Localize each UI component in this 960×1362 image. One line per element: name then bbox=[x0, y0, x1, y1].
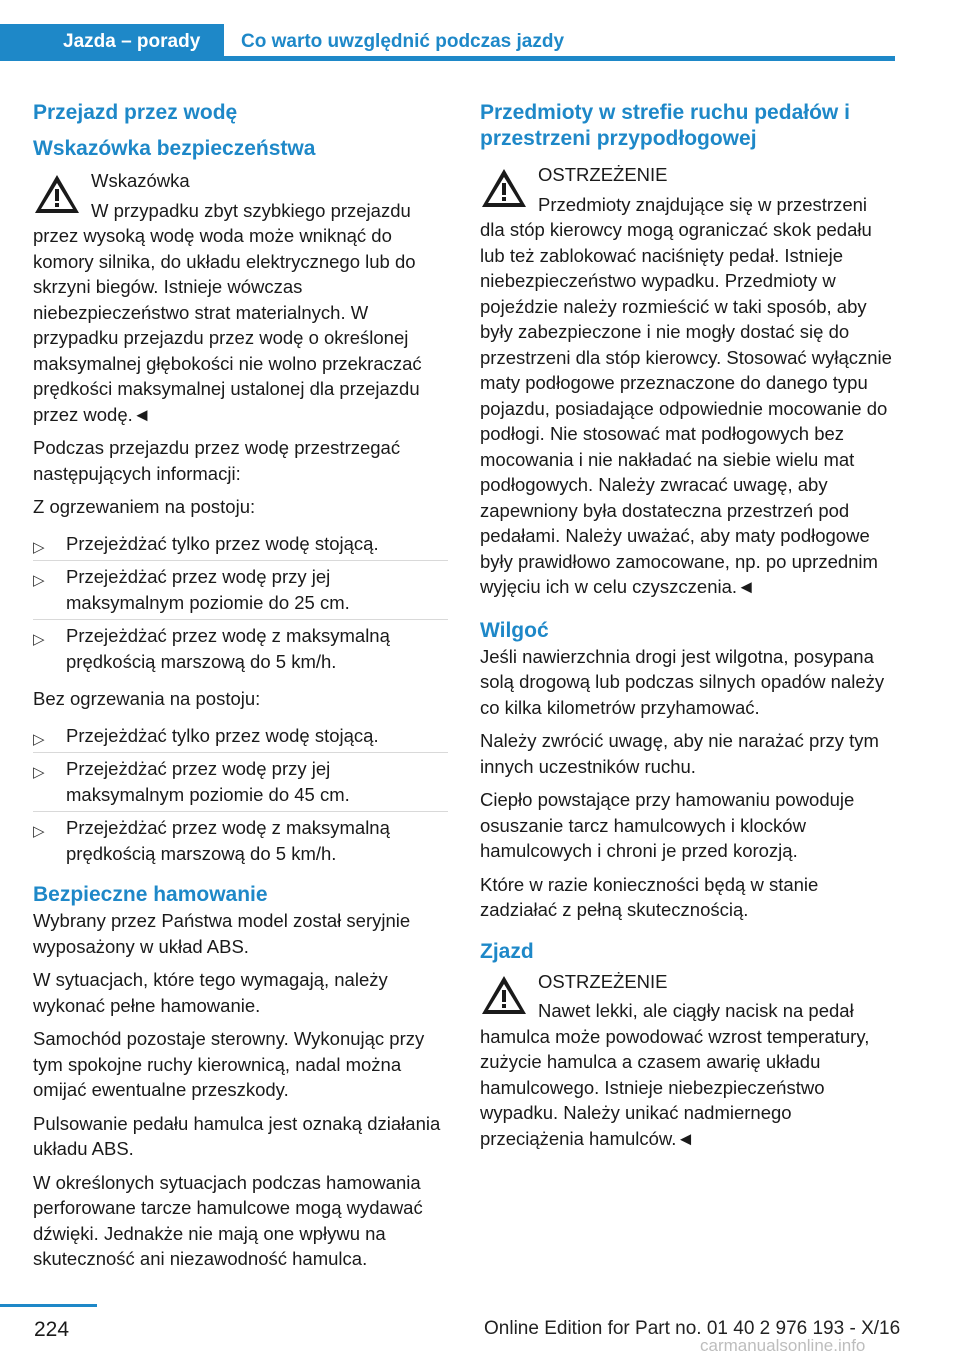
paragraph: Samochód pozostaje sterowny. Wykonując przy tym spokojne ruchy kierownicą, nadal można omijać ewentualne przeszkody. bbox=[33, 1028, 425, 1100]
arrow-bullet-icon: ▷ bbox=[33, 823, 45, 840]
bullet-list-heater bbox=[33, 528, 448, 679]
left-column bbox=[33, 100, 448, 1280]
list-item: ▷ Przejeżdżać tylko przez wodę stojącą. bbox=[33, 720, 448, 753]
list-item: ▷ Przejeżdżać przez wodę z maksymalną prędkością marszową do 5 km/h. bbox=[33, 811, 448, 870]
warning-title: Wskazówka bbox=[91, 170, 190, 191]
paragraph: Wybrany przez Państwa model został seryjnie wyposażony w układ ABS. bbox=[33, 910, 411, 957]
paragraph: W określonych sytuacjach podczas hamowania perforowane tarcze hamulcowe mogą wydawać dźwięki. Jednakże nie mają one wpływu na skuteczność ani niezawodność hamulca. bbox=[33, 1171, 423, 1269]
group-label-no-heater: Bez ogrzewania na postoju: bbox=[33, 688, 261, 709]
warning-box bbox=[33, 168, 448, 427]
header-section-label: Jazda – porady bbox=[63, 31, 201, 52]
paragraph: Ciepło powstające przy hamowaniu powoduje osuszanie tarcz hamulcowych i klocków hamulcowych i chroni je przed korozją. bbox=[480, 789, 855, 861]
list-item: ▷ Przejeżdżać przez wodę z maksymalną prędkością marszową do 5 km/h. bbox=[33, 619, 448, 678]
header-rule bbox=[0, 56, 895, 61]
bullet-list-no-heater bbox=[33, 720, 448, 871]
paragraph: Jeśli nawierzchnia drogi jest wilgotna, posypana solą drogową lub podczas silnych opadów należy co kilka kilometrów przyhamować. bbox=[480, 645, 885, 718]
warning-text: Przedmioty znajdujące się w przestrzeni dla stóp kierowcy mogą ograniczać skok pedału lub też zablokować naciśnięty pedał. Istnieje niebezpieczeństwo wypadku. Przedmioty w pojeździe należy rozmieścić w taki sposób, aby były zabezpieczone i nie mogły dostać się do przestrzeni dla stóp kierowcy. Stosować wyłącznie maty podłogowe przeznaczone do danego typu pojazdu, posiadające odpowiednie mocowanie do podłogi. Nie stosować mat podłogowych bez mocowania i nie nakładać na siebie wielu mat podłogowych. Należy zwracać uwagę, aby zapewniony była dostateczna przestrzeń pod pedałami. Należy uważać, aby maty podłogowe były prawidłowo zamocowane, np. po uprzednim wyjęciu ich w celu czyszczenia.◄ bbox=[480, 193, 892, 597]
group-label-heater: Z ogrzewaniem na postoju: bbox=[33, 496, 256, 517]
page-number: 224 bbox=[34, 1318, 70, 1341]
paragraph-intro: Podczas przejazdu przez wodę przestrzegać następujących informacji: bbox=[33, 437, 401, 484]
warning-triangle-icon bbox=[480, 973, 528, 1017]
list-item: ▷ Przejeżdżać przez wodę przy jej maksymalnym poziomie do 25 cm. bbox=[33, 560, 448, 619]
arrow-bullet-icon: ▷ bbox=[33, 764, 45, 781]
heading-moisture: Wilgoć bbox=[480, 618, 549, 642]
edition-note: Online Edition for Part no. 01 40 2 976 193 - X/16 bbox=[484, 1318, 901, 1339]
warning-text: Nawet lekki, ale ciągły nacisk na pedał hamulca może powodować wzrost temperatury, zużycie hamulca a czasem awarię układu hamulcowego. Istnieje niebezpieczeństwo wypadku. Należy unikać nadmiernego przeciążenia hamulców.◄ bbox=[480, 1000, 870, 1149]
arrow-bullet-icon: ▷ bbox=[33, 730, 45, 748]
paragraph: Które w razie konieczności będą w stanie zadziałać z pełną skutecznością. bbox=[480, 873, 819, 920]
arrow-bullet-icon: ▷ bbox=[33, 631, 45, 648]
list-item: ▷ Przejeżdżać tylko przez wodę stojącą. bbox=[33, 528, 448, 561]
heading-pedal-area: Przedmioty w strefie ruchu pedałów i przestrzeni przypodłogowej bbox=[480, 101, 850, 150]
header-chapter-label: Co warto uwzględnić podczas jazdy bbox=[241, 31, 565, 52]
list-item: ▷ Przejeżdżać przez wodę przy jej maksymalnym poziomie do 45 cm. bbox=[33, 752, 448, 811]
paragraph: Należy zwrócić uwagę, aby nie narażać przy tym innych uczestników ruchu. bbox=[480, 730, 879, 777]
warning-triangle-icon bbox=[33, 172, 81, 216]
right-column bbox=[480, 100, 895, 1159]
warning-triangle-icon bbox=[480, 166, 528, 210]
arrow-bullet-icon: ▷ bbox=[33, 572, 45, 589]
footer-rule bbox=[0, 1304, 97, 1307]
warning-title: OSTRZEŻENIE bbox=[538, 164, 668, 185]
warning-title: OSTRZEŻENIE bbox=[538, 970, 668, 992]
arrow-bullet-icon: ▷ bbox=[33, 538, 45, 556]
paragraph: W sytuacjach, które tego wymagają, należy wykonać pełne hamowanie. bbox=[33, 969, 388, 1016]
warning-text: W przypadku zbyt szybkiego przejazdu przez wysoką wodę woda może wniknąć do komory silnika, do układu elektrycznego lub do skrzyni biegów. Istnieje wówczas niebezpieczeństwo strat materialnych. W przypadku przejazdu przez wodę o określonej maksymalnej głębokości nie wolno przekraczać prędkości maksymalnej ustalonej dla przejazdu przez wodę.◄ bbox=[33, 199, 422, 425]
warning-box bbox=[480, 969, 895, 1152]
heading-water-crossing: Przejazd przez wodę bbox=[33, 101, 238, 124]
heading-downhill: Zjazd bbox=[480, 939, 534, 963]
watermark: carmanualsonline.info bbox=[700, 1336, 866, 1355]
paragraph: Pulsowanie pedału hamulca jest oznaką działania układu ABS. bbox=[33, 1112, 441, 1159]
heading-safety-note: Wskazówka bezpieczeństwa bbox=[33, 137, 316, 160]
warning-box bbox=[480, 162, 895, 600]
heading-safe-braking: Bezpieczne hamowanie bbox=[33, 883, 268, 906]
